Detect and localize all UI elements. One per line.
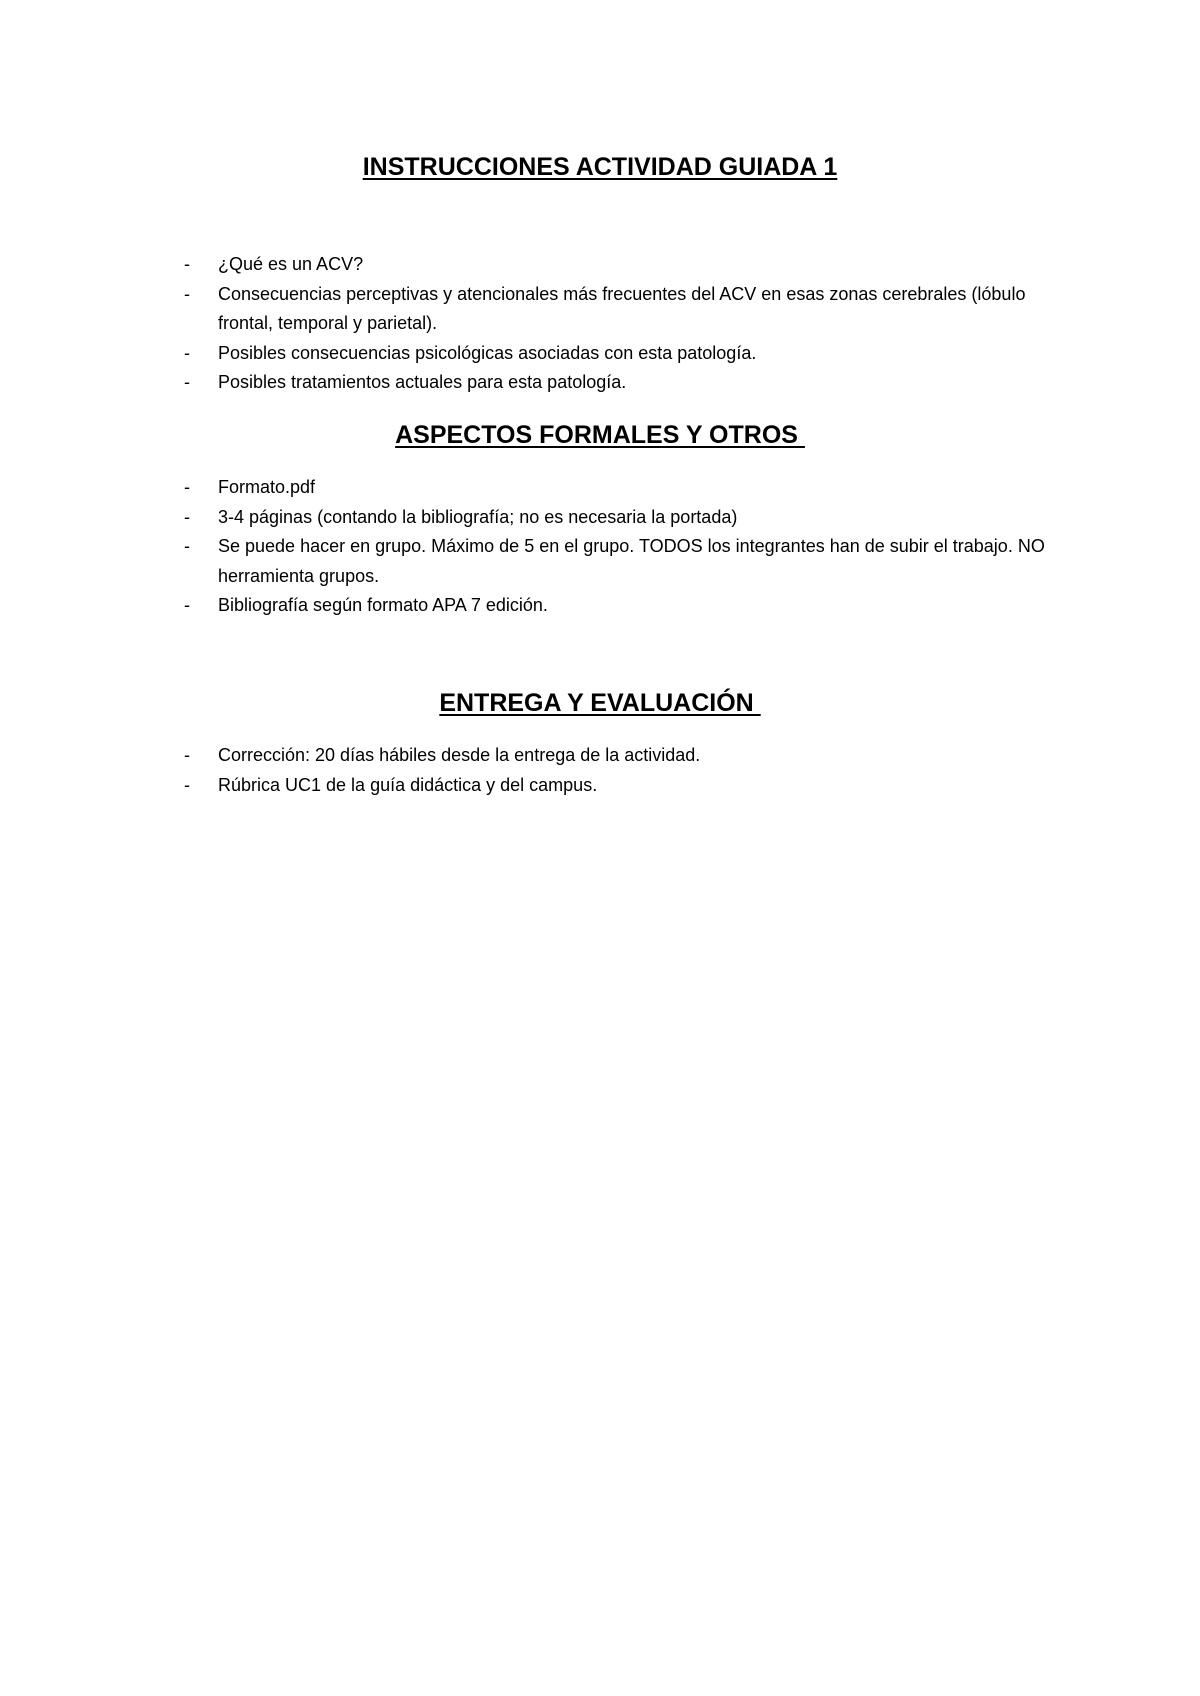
list-item-text: Formato.pdf [218, 477, 316, 497]
list-item-text: Se puede hacer en grupo. Máximo de 5 en el grupo. TODOS los integrantes han de subir el trabajo. NO herramienta grupos. [218, 536, 1045, 586]
list-item-text: Bibliografía según formato APA 7 edición. [218, 595, 548, 615]
list-entrega-evaluacion [0, 741, 1200, 800]
bullet-dash: - [184, 372, 190, 392]
bullet-dash: - [184, 283, 190, 304]
list-item [0, 771, 1200, 801]
list-item [0, 473, 1200, 503]
list-item-text: ¿Qué es un ACV? [218, 254, 364, 274]
list-item [0, 280, 1200, 339]
list-item [0, 741, 1200, 771]
list-item-text: 3-4 páginas (contando la bibliografía; no es necesaria la portada) [218, 506, 738, 527]
heading-instrucciones: INSTRUCCIONES ACTIVIDAD GUIADA 1 [362, 153, 838, 181]
list-item-text: Posibles tratamientos actuales para esta patología. [218, 372, 627, 392]
bullet-dash: - [184, 774, 190, 795]
list-item [0, 532, 1200, 591]
list-aspectos-formales [0, 473, 1200, 621]
bullet-dash: - [184, 477, 190, 497]
list-item [0, 503, 1200, 533]
bullet-dash: - [184, 595, 190, 615]
list-item-text: Consecuencias perceptivas y atencionales más frecuentes del ACV en esas zonas cerebrales (lóbulo frontal, temporal y parietal). [218, 283, 1026, 333]
bullet-dash: - [184, 506, 190, 527]
bullet-dash: - [184, 254, 190, 274]
bullet-dash: - [184, 745, 190, 765]
heading-entrega-evaluacion: ENTREGA Y EVALUACIÓN [439, 689, 761, 717]
list-item [0, 250, 1200, 280]
list-item-text: Posibles consecuencias psicológicas asociadas con esta patología. [218, 342, 757, 363]
list-item [0, 368, 1200, 398]
heading-aspectos-formales: ASPECTOS FORMALES Y OTROS [395, 421, 805, 449]
list-item-text: Corrección: 20 días hábiles desde la entrega de la actividad. [218, 745, 701, 765]
list-item [0, 591, 1200, 621]
bullet-dash: - [184, 536, 190, 556]
bullet-dash: - [184, 342, 190, 363]
list-item [0, 339, 1200, 369]
list-instrucciones [0, 250, 1200, 398]
list-item-text: Rúbrica UC1 de la guía didáctica y del campus. [218, 774, 598, 795]
